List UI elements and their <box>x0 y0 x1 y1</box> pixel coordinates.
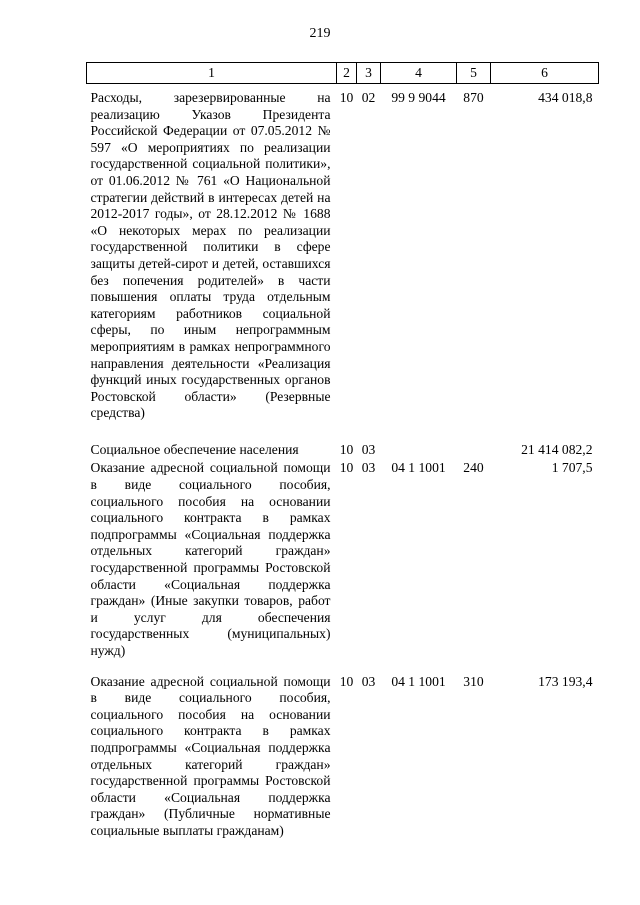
table-row <box>87 84 599 422</box>
table-row <box>87 660 599 840</box>
row-section: 10 <box>339 90 354 105</box>
row-description: Оказание адресной социальной помощи в виде социального пособия, социального пособия на основании социального контракта в рамках подпрограммы «Социальная поддержка отдельных категорий граждан» государственной программы Ростовской области «Социальная поддержка граждан» (Публичные нормативные социальные выплаты гражданам) <box>90 673 331 838</box>
row-amount: 21 414 082,2 <box>521 441 593 457</box>
header-row <box>87 63 599 84</box>
row-section: 10 <box>339 673 354 689</box>
row-expense-type: 310 <box>463 673 484 689</box>
row-subsection: 03 <box>361 460 376 476</box>
row-target-article: 99 9 9044 <box>391 90 446 105</box>
row-expense-type: 240 <box>463 460 484 476</box>
header-col-4: 4 <box>381 63 457 84</box>
row-target-article: 04 1 1001 <box>391 460 446 476</box>
row-description: Расходы, зарезервированные на реализацию Указов Президента Российской Федерации от 07.05.2012 № 597 «О мероприятиях по реализации государственной социальной политики», от 01.06.2012 № 761 «О Национальной стратегии действий в интересах детей на 2012-2017 годы», от 28.12.2012 № 1688 «О некоторых мерах по реализации государственной политики в сфере защиты детей-сирот и детей, оставшихся без попечения родителей» в части повышения оплаты труда отдельным категориям работников социальной сферы, по иным непрограммным мероприятиям в рамках непрограммного направления деятельности «Реализация функций иных государственных органов Ростовской области» (Резервные средства) <box>90 90 331 421</box>
table-header <box>87 63 599 84</box>
table-row <box>87 458 599 659</box>
row-amount: 434 018,8 <box>538 90 593 105</box>
header-col-2: 2 <box>337 63 357 84</box>
row-target-article <box>381 422 457 459</box>
row-subsection: 02 <box>361 90 376 105</box>
budget-table <box>86 62 599 840</box>
row-section: 10 <box>339 441 354 457</box>
row-description: Оказание адресной социальной помощи в виде социального пособия, социального пособия на основании социального контракта в рамках подпрограммы «Социальная поддержка отдельных категорий граждан» государственной программы Ростовской области «Социальная поддержка граждан» (Иные закупки товаров, работ и услуг для обеспечения государственных (муниципальных) нужд) <box>90 460 331 658</box>
table-body <box>87 84 599 840</box>
row-section: 10 <box>339 460 354 476</box>
header-col-5: 5 <box>457 63 491 84</box>
row-amount: 1 707,5 <box>551 460 593 476</box>
row-description: Социальное обеспечение населения <box>90 441 299 457</box>
header-col-6: 6 <box>491 63 599 84</box>
row-subsection: 03 <box>361 673 376 689</box>
page-number: 219 <box>309 26 331 41</box>
row-subsection: 03 <box>361 441 376 457</box>
row-expense-type: 870 <box>463 90 484 105</box>
row-target-article: 04 1 1001 <box>391 673 446 689</box>
header-col-3: 3 <box>357 63 381 84</box>
header-col-1: 1 <box>87 63 337 84</box>
table-row <box>87 422 599 459</box>
row-expense-type <box>457 422 491 459</box>
row-amount: 173 193,4 <box>538 673 593 689</box>
